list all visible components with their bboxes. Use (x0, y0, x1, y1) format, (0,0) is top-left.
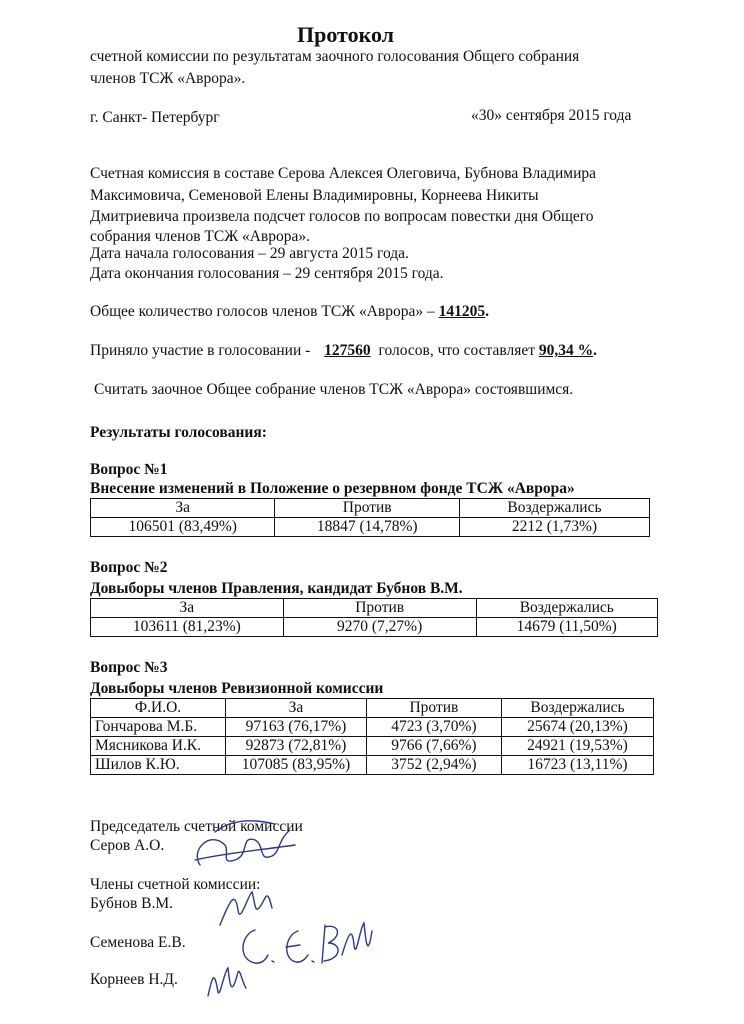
against-value: 3752 (2,94%) (366, 756, 501, 775)
participation-suffix: . (593, 342, 597, 359)
participation-middle: голосов, что составляет (374, 342, 539, 359)
q2-title: Довыборы членов Правления, кандидат Бубнов В.М. (90, 580, 463, 597)
results-heading: Результаты голосования: (90, 424, 267, 441)
total-votes-suffix: . (485, 303, 489, 320)
for-value: 97163 (76,17%) (226, 718, 367, 737)
table-row (91, 718, 654, 737)
against-value: 9270 (7,27%) (283, 618, 476, 637)
table-header-row (91, 499, 650, 518)
col-for-header: За (91, 499, 275, 518)
member-name: Семенова Е.В. (90, 934, 186, 951)
table-header-row (91, 599, 658, 618)
candidate-name: Шилов К.Ю. (91, 756, 226, 775)
members-label: Члены счетной комиссии: (90, 876, 261, 893)
member-name: Корнеев Н.Д. (90, 971, 178, 988)
for-value: 103611 (81,23%) (91, 618, 284, 637)
candidate-name: Гончарова М.Б. (91, 718, 226, 737)
q3-results-table (90, 698, 654, 775)
q3-title: Довыборы членов Ревизионной комиссии (90, 680, 384, 697)
col-abstain-header: Воздержались (501, 699, 653, 718)
chair-name: Серов А.О. (90, 837, 165, 854)
chair-label: Председатель счетной комиссии (90, 818, 303, 835)
q1-label: Вопрос №1 (90, 461, 168, 478)
document-date: «30» сентября 2015 года (471, 107, 632, 124)
participation-votes: 127560 (324, 342, 371, 359)
col-name-header: Ф.И.О. (91, 699, 226, 718)
table-header-row (91, 699, 654, 718)
participation-percent: 90,34 % (538, 342, 594, 359)
subtitle-line-2: членов ТСЖ «Аврора». (90, 70, 246, 87)
body-line: Дата начала голосования – 29 августа 2015 года. (90, 245, 409, 262)
for-value: 107085 (83,95%) (226, 756, 367, 775)
col-for-header: За (226, 699, 367, 718)
candidate-name: Мясникова И.К. (91, 737, 226, 756)
against-value: 18847 (14,78%) (275, 518, 459, 537)
city: г. Санкт- Петербург (90, 109, 220, 126)
abstain-value: 16723 (13,11%) (501, 756, 653, 775)
body-line: собрания членов ТСЖ «Аврора». (90, 228, 310, 245)
q2-results-table (90, 598, 658, 637)
q3-label: Вопрос №3 (90, 659, 168, 676)
abstain-value: 25674 (20,13%) (501, 718, 653, 737)
col-against-header: Против (283, 599, 476, 618)
body-line: Максимовича, Семеновой Елены Владимировны, Корнеева Никиты (90, 187, 539, 204)
for-value: 106501 (83,49%) (91, 518, 275, 537)
subtitle-line-1: счетной комиссии по результатам заочного голосования Общего собрания (90, 48, 580, 65)
q1-title: Внесение изменений в Положение о резервном фонде ТСЖ «Аврора» (90, 480, 575, 497)
member-name: Бубнов В.М. (90, 895, 174, 912)
page-title: Протокол (297, 22, 395, 47)
q2-label: Вопрос №2 (90, 559, 168, 576)
total-votes-value: 141205 (438, 303, 486, 320)
total-votes-line (90, 303, 489, 321)
against-value: 4723 (3,70%) (366, 718, 501, 737)
body-line: Дмитриевича произвела подсчет голосов по вопросам повестки дня Общего (90, 208, 594, 225)
for-value: 92873 (72,81%) (226, 737, 367, 756)
col-abstain-header: Воздержались (476, 599, 657, 618)
abstain-value: 14679 (11,50%) (476, 618, 657, 637)
body-line: Счетная комиссия в составе Серова Алексея Олеговича, Бубнова Владимира (90, 165, 597, 182)
table-row (91, 737, 654, 756)
body-line: Дата окончания голосования – 29 сентября 2015 года. (90, 265, 444, 282)
table-row (91, 756, 654, 775)
table-row (91, 618, 658, 637)
col-against-header: Против (275, 499, 459, 518)
chair-signature (180, 810, 300, 880)
abstain-value: 2212 (1,73%) (459, 518, 649, 537)
against-value: 9766 (7,66%) (366, 737, 501, 756)
col-against-header: Против (366, 699, 501, 718)
participation-line (90, 342, 597, 360)
member-signature (200, 958, 260, 1003)
participation-prefix: Приняло участие в голосовании - (90, 342, 315, 359)
col-abstain-header: Воздержались (459, 499, 649, 518)
total-votes-prefix: Общее количество голосов членов ТСЖ «Аврора» – (90, 303, 439, 320)
abstain-value: 24921 (19,53%) (501, 737, 653, 756)
col-for-header: За (91, 599, 284, 618)
table-row (91, 518, 650, 537)
quorum-statement: Считать заочное Общее собрание членов ТСЖ «Аврора» состоявшимся. (94, 381, 574, 398)
q1-results-table (90, 498, 650, 537)
